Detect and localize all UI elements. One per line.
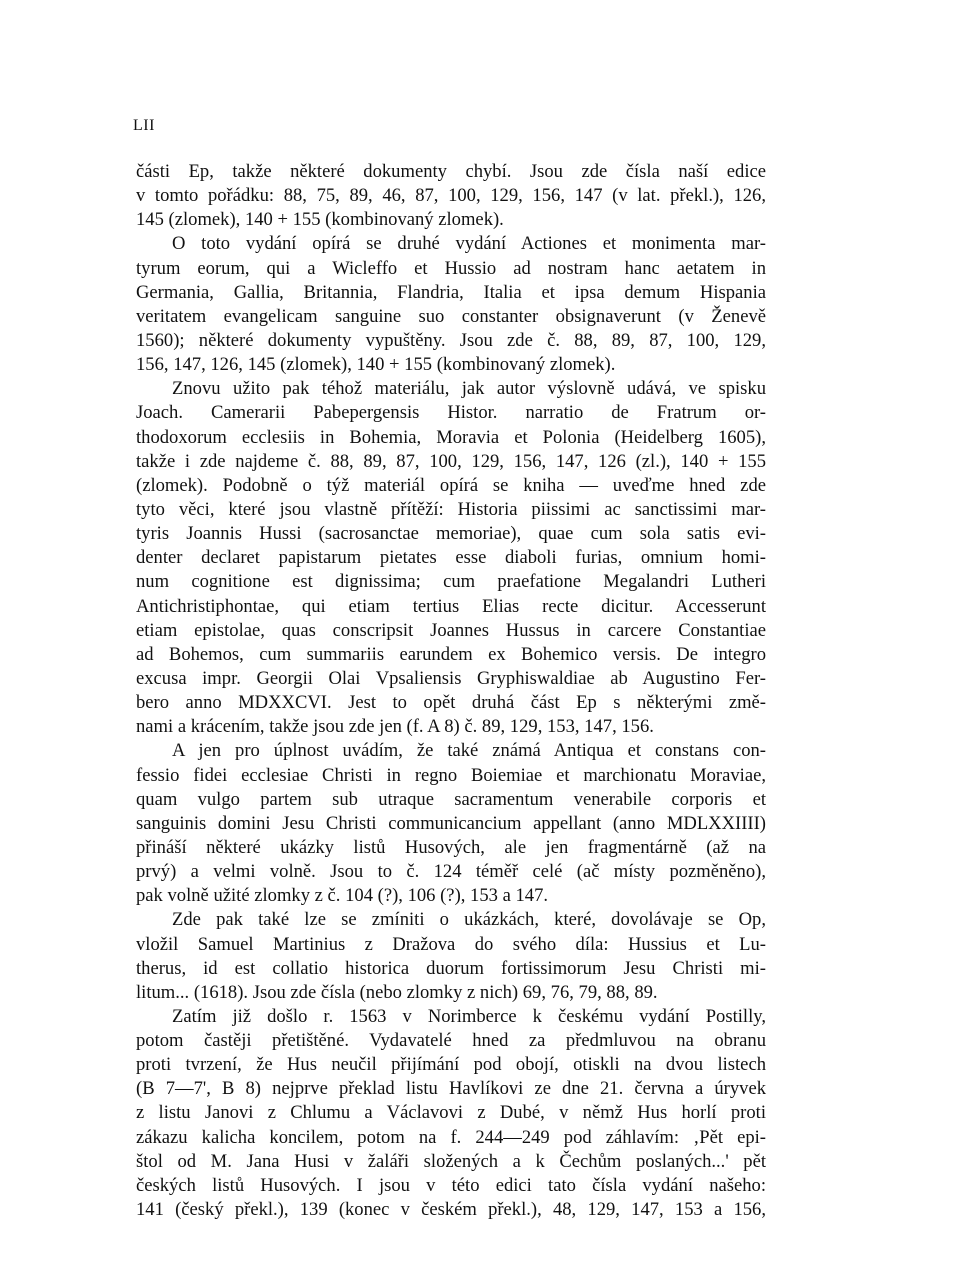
text-line: nami a krácením, takže jsou zde jen (f. A 8) č. 89, 129, 153, 147, 156. xyxy=(136,716,654,738)
text-line: přináší některé ukázky listů Husových, ale jen fragmentárně (až na xyxy=(136,836,766,858)
text-line: num cognitione est dignissima; cum praefatione Megalandri Lutheri xyxy=(136,571,766,593)
text-line: takže i zde najdeme č. 88, 89, 87, 100, 129, 156, 147, 126 (zl.), 140 + 155 xyxy=(136,450,766,472)
text-line: denter declaret papistarum pietates esse diaboli furias, omnium homi- xyxy=(136,547,766,569)
text-line: pak volně užité zlomky z č. 104 (?), 106 (?), 153 a 147. xyxy=(136,885,549,907)
text-line: A jen pro úplnost uvádím, že také známá Antiqua et constans con- xyxy=(172,740,766,762)
text-line: thodoxorum ecclesiis in Bohemia, Moravia et Polonia (Heidelberg 1605), xyxy=(136,426,766,448)
text-line: O toto vydání opírá se druhé vydání Actiones et monimenta mar- xyxy=(172,233,766,255)
text-line: sanguinis domini Jesu Christi communicancium appellant (anno MDLXXIIII) xyxy=(136,812,766,834)
text-line: Antichristiphontae, qui etiam tertius Elias recte dicitur. Accesserunt xyxy=(136,595,766,617)
text-line: therus, id est collatio historica duorum fortissimorum Jesu Christi mi- xyxy=(136,957,766,979)
text-line: 145 (zlomek), 140 + 155 (kombinovaný zlomek). xyxy=(136,209,504,231)
text-line: z listu Janovi z Chlumu a Václavovi z Dubé, v němž Hus horlí proti xyxy=(136,1102,766,1124)
text-line: veritatem evangelicam sanguine suo constanter obsignaverunt (v Ženevě xyxy=(136,305,766,327)
text-line: proti tvrzení, že Hus neučil přijímání pod obojí, otiskli na dvou listech xyxy=(136,1054,766,1076)
text-line: bero anno MDXXCVI. Jest to opět druhá část Ep s některými změ- xyxy=(136,692,766,714)
text-line: quam vulgo partem sub utraque sacramentum venerabile corporis et xyxy=(136,788,766,810)
text-line: tyto věci, které jsou vlastně přítěží: Historia piissimi ac sanctissimi mar- xyxy=(136,498,766,520)
text-line: (zlomek). Podobně o týž materiál opírá se kniha — uveďme hned zde xyxy=(136,474,766,496)
text-line: (B 7—7', B 8) nejprve překlad listu Havlíkovi ze dne 21. června a úryvek xyxy=(136,1078,766,1100)
text-line: zákazu kalicha koncilem, potom na f. 244—249 pod záhlavím: ‚Pět epi- xyxy=(136,1126,766,1148)
text-line: štol od M. Jana Husi v žaláři složených a k Čechům poslaných...' pět xyxy=(136,1150,766,1172)
text-line: v tomto pořádku: 88, 75, 89, 46, 87, 100, 129, 156, 147 (v lat. překl.), 126, xyxy=(136,185,766,207)
text-line: tyrum eorum, qui a Wicleffo et Hussio ad nostram hanc aetatem in xyxy=(136,257,766,279)
text-line: etiam epistolae, quas conscripsit Joannes Hussus in carcere Constantiae xyxy=(136,619,766,641)
text-line: Germania, Gallia, Britannia, Flandria, Italia et ipsa demum Hispania xyxy=(136,281,766,303)
text-line: litum... (1618). Jsou zde čísla (nebo zlomky z nich) 69, 76, 79, 88, 89. xyxy=(136,981,658,1003)
text-line: ad Bohemos, cum summariis earundem ex Bohemico versis. De integro xyxy=(136,643,766,665)
text-line: potom častěji přetištěné. Vydavatelé hned za předmluvou na obranu xyxy=(136,1030,766,1052)
text-line: excusa impr. Georgii Olai Vpsaliensis Gryphiswaldiae ab Augustino Fer- xyxy=(136,667,766,689)
body-text xyxy=(136,160,766,1222)
text-line: tyris Joannis Hussi (sacrosanctae memoriae), quae cum sola satis evi- xyxy=(136,523,766,545)
text-line: Joach. Camerarii Pabepergensis Histor. narratio de Fratrum or- xyxy=(136,402,766,424)
text-line: 141 (český překl.), 139 (konec v českém překl.), 48, 129, 147, 153 a 156, xyxy=(136,1199,766,1221)
text-line: fessio fidei ecclesiae Christi in regno Boiemiae et marchionatu Moraviae, xyxy=(136,764,766,786)
text-line: Zatím již došlo r. 1563 v Norimberce k českému vydání Postilly, xyxy=(172,1005,766,1027)
page-number: LII xyxy=(133,117,155,134)
text-line: 1560); některé dokumenty vypuštěny. Jsou zde č. 88, 89, 87, 100, 129, xyxy=(136,329,766,351)
text-line: vložil Samuel Martinius z Dražova do svého díla: Hussius et Lu- xyxy=(136,933,766,955)
text-line: 156, 147, 126, 145 (zlomek), 140 + 155 (kombinovaný zlomek). xyxy=(136,354,616,376)
text-line: Znovu užito pak téhož materiálu, jak autor výslovně udává, ve spisku xyxy=(172,378,766,400)
text-line: prvý) a velmi volně. Jsou to č. 124 téměř celé (ač místy pozměněno), xyxy=(136,861,766,883)
text-line: Zde pak také lze se zmíniti o ukázkách, které, dovolávaje se Op, xyxy=(172,909,766,931)
text-line: českých listů Husových. I jsou v této edici tato čísla vydání našeho: xyxy=(136,1174,766,1196)
text-line: části Ep, takže některé dokumenty chybí. Jsou zde čísla naší edice xyxy=(136,161,766,182)
